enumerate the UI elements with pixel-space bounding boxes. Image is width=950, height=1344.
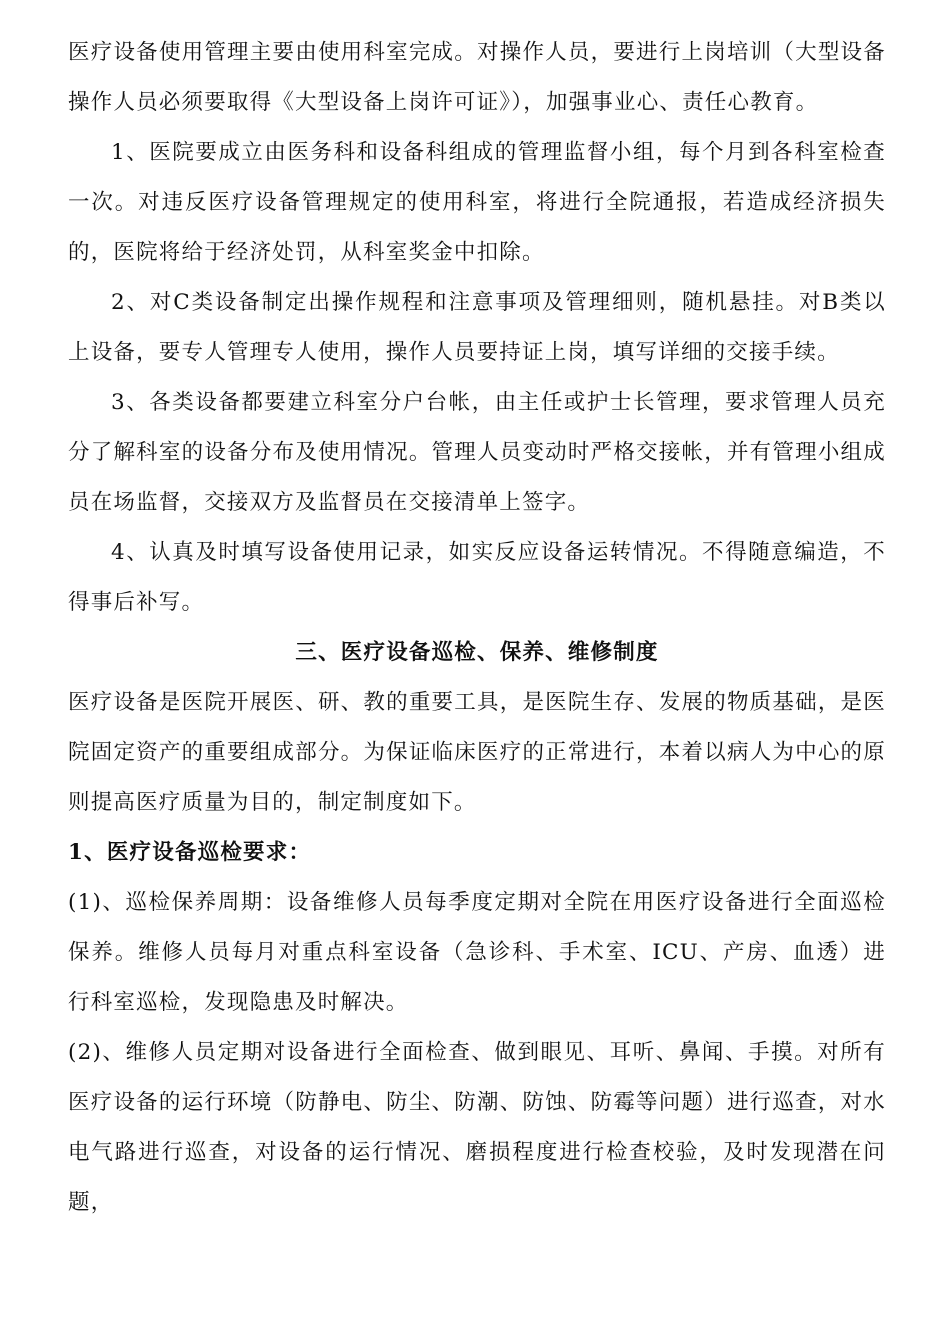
item-1-paragraph: (1)、巡检保养周期：设备维修人员每季度定期对全院在用医疗设备进行全面巡检保养。维修人员每月对重点科室设备（急诊科、手术室、ICU、产房、血透）进行科室巡检，发现隐患及时解决。 [68,890,886,1015]
subsection-heading: 1、医疗设备巡检要求： [68,840,312,865]
section-intro-paragraph: 医疗设备是医院开展医、研、教的重要工具，是医院生存、发展的物质基础，是医院固定资产的重要组成部分。为保证临床医疗的正常进行，本着以病人为中心的原则提高医疗质量为目的，制定制度如下。 [68,690,886,815]
intro-paragraph: 医疗设备使用管理主要由使用科室完成。对操作人员，要进行上岗培训（大型设备操作人员必须要取得《大型设备上岗许可证》），加强事业心、责任心教育。 [68,40,886,115]
rule-2-paragraph: 2、对C类设备制定出操作规程和注意事项及管理细则，随机悬挂。对B类以上设备，要专人管理专人使用，操作人员要持证上岗，填写详细的交接手续。 [68,290,886,365]
rule-3-paragraph: 3、各类设备都要建立科室分户台帐，由主任或护士长管理，要求管理人员充分了解科室的设备分布及使用情况。管理人员变动时严格交接帐，并有管理小组成员在场监督，交接双方及监督员在交接清单上签字。 [68,390,886,515]
section-heading: 三、医疗设备巡检、保养、维修制度 [295,640,659,665]
rule-1-paragraph: 1、医院要成立由医务科和设备科组成的管理监督小组，每个月到各科室检查一次。对违反医疗设备管理规定的使用科室，将进行全院通报，若造成经济损失的，医院将给于经济处罚，从科室奖金中扣除。 [68,140,886,265]
rule-4-paragraph: 4、认真及时填写设备使用记录，如实反应设备运转情况。不得随意编造，不得事后补写。 [68,540,886,615]
document-page [68,28,886,1228]
item-2-paragraph: (2)、维修人员定期对设备进行全面检查、做到眼见、耳听、鼻闻、手摸。对所有医疗设备的运行环境（防静电、防尘、防潮、防蚀、防霉等问题）进行巡查，对水电气路进行巡查，对设备的运行情况、磨损程度进行检查校验，及时发现潜在问题， [68,1040,886,1215]
